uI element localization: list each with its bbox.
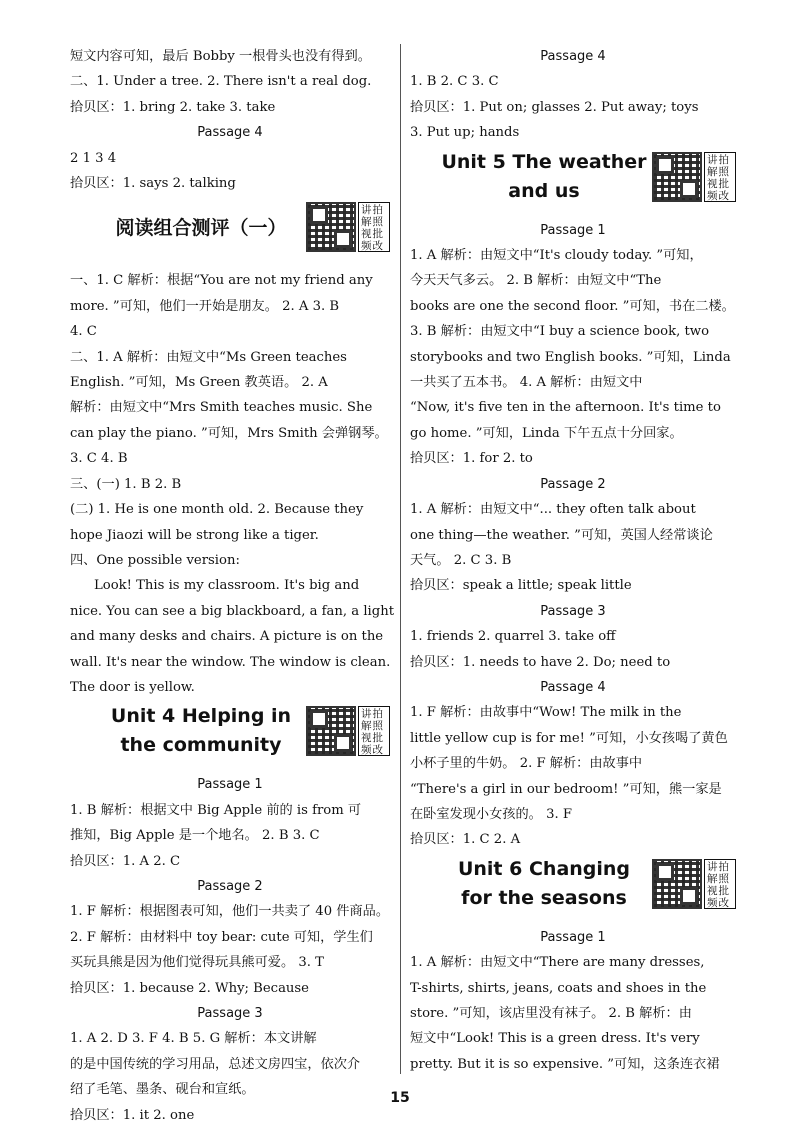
qr-code bbox=[652, 859, 736, 909]
section-title: Unit 6 Changing bbox=[457, 857, 631, 880]
passage-heading: Passage 4 bbox=[540, 679, 606, 695]
answer-line: 3. Put up; hands bbox=[410, 125, 520, 141]
answer-line: 的是中国传统的学习用品，总述文房四宝，依次介 bbox=[70, 1056, 361, 1072]
answer-line: “Now, it's five ten in the afternoon. It's time to bbox=[410, 400, 721, 416]
passage-heading: Passage 2 bbox=[540, 476, 606, 492]
qr-code-icon bbox=[306, 706, 356, 756]
answer-line: can play the piano. ”可知，Mrs Smith 会弹钢琴。 bbox=[70, 425, 388, 441]
passage-heading: Passage 4 bbox=[197, 125, 263, 141]
answer-line: 绍了毛笔、墨条、砚台和宣纸。 bbox=[70, 1082, 255, 1098]
answer-line: 1. A 2. D 3. F 4. B 5. G 解析：本文讲解 bbox=[70, 1031, 317, 1047]
section-heading bbox=[70, 198, 390, 262]
passage-heading: Passage 1 bbox=[197, 777, 263, 793]
answer-line: 一、1. C 解析：根据“You are not my friend any bbox=[70, 273, 373, 289]
section-title: 阅读组合测评（一） bbox=[115, 217, 287, 240]
answer-line: 在卧室发现小女孩的。 3. F bbox=[410, 806, 572, 822]
answer-line: 拾贝区：1. Put on; glasses 2. Put away; toys bbox=[410, 99, 699, 115]
answer-line: 拾贝区：1. says 2. talking bbox=[70, 176, 236, 192]
answer-line: 拾贝区：1. for 2. to bbox=[410, 451, 533, 467]
column-divider bbox=[400, 44, 401, 1074]
right-column bbox=[410, 44, 736, 1077]
answer-line: 1. A 解析：由短文中“It's cloudy today. ”可知， bbox=[410, 248, 703, 264]
answer-line: wall. It's near the window. The window is clean. bbox=[70, 654, 391, 670]
answer-line: 3. B 解析：由短文中“I buy a science book, two bbox=[410, 324, 710, 340]
answer-line: 拾贝区：1. C 2. A bbox=[410, 832, 521, 848]
answer-line: “There's a girl in our bedroom! ”可知，熊一家是 bbox=[410, 781, 722, 797]
answer-line: 推知，Big Apple 是一个地名。 2. B 3. C bbox=[70, 828, 320, 844]
qr-code-icon bbox=[652, 859, 702, 909]
qr-label: 讲拍解照视批频改 bbox=[704, 152, 736, 202]
qr-label: 讲拍解照视批频改 bbox=[358, 706, 390, 756]
answer-line: 一共买了五本书。 4. A 解析：由短文中 bbox=[410, 375, 643, 391]
section-title: Unit 5 The weather bbox=[441, 150, 647, 173]
answer-line: 1. A 解析：由短文中“There are many dresses, bbox=[410, 955, 705, 971]
qr-label: 讲拍解照视批频改 bbox=[704, 859, 736, 909]
answer-line: 4. C bbox=[70, 324, 97, 340]
answer-line: 小杯子里的牛奶。 2. F 解析：由故事中 bbox=[410, 756, 643, 772]
qr-code bbox=[306, 202, 390, 252]
answer-line: 买玩具熊是因为他们觉得玩具熊可爱。 3. T bbox=[70, 955, 324, 971]
left-column bbox=[70, 44, 394, 1128]
section-heading bbox=[410, 148, 736, 212]
answer-line: 1. friends 2. quarrel 3. take off bbox=[410, 629, 616, 645]
answer-line: Look! This is my classroom. It's big and bbox=[94, 578, 360, 594]
page-number: 15 bbox=[390, 1090, 410, 1106]
answer-line: 拾贝区：1. it 2. one bbox=[70, 1107, 195, 1123]
section-subtitle: the community bbox=[120, 734, 282, 757]
qr-label: 讲拍解照视批频改 bbox=[358, 202, 390, 252]
answer-line: 拾贝区：1. A 2. C bbox=[70, 853, 181, 869]
answer-line: pretty. But it is so expensive. ”可知，这条连衣裙 bbox=[410, 1056, 720, 1072]
answer-line: 二、1. Under a tree. 2. There isn't a real dog. bbox=[70, 74, 372, 90]
answer-line: hope Jiaozi will be strong like a tiger. bbox=[70, 527, 319, 543]
answer-line: more. ”可知，他们一开始是朋友。 2. A 3. B bbox=[70, 298, 340, 314]
answer-line: 拾贝区：1. needs to have 2. Do; need to bbox=[410, 654, 671, 670]
answer-line: storybooks and two English books. ”可知，Linda bbox=[410, 349, 731, 365]
answer-line: 3. C 4. B bbox=[70, 451, 128, 467]
answer-line: one thing—the weather. ”可知，英国人经常谈论 bbox=[410, 527, 713, 543]
answer-line: (二) 1. He is one month old. 2. Because they bbox=[70, 502, 364, 518]
answer-line: 拾贝区：speak a little; speak little bbox=[410, 578, 632, 594]
answer-line: English. ”可知，Ms Green 教英语。 2. A bbox=[70, 375, 328, 391]
passage-heading: Passage 4 bbox=[540, 49, 606, 64]
section-subtitle: for the seasons bbox=[461, 886, 627, 909]
answer-line: nice. You can see a big blackboard, a fan, a light bbox=[70, 603, 394, 619]
answer-line: and many desks and chairs. A picture is on the bbox=[70, 629, 384, 645]
qr-code bbox=[306, 706, 390, 756]
answer-line: little yellow cup is for me! ”可知，小女孩喝了黄色 bbox=[410, 730, 728, 746]
answer-line: T-shirts, shirts, jeans, coats and shoes in the bbox=[410, 980, 707, 996]
answer-line: 1. F 解析：根据图表可知，他们一共卖了 40 件商品。 bbox=[70, 904, 390, 920]
section-subtitle: and us bbox=[508, 179, 580, 202]
answer-line: 短文中“Look! This is a green dress. It's very bbox=[410, 1031, 700, 1047]
passage-heading: Passage 1 bbox=[540, 929, 606, 945]
answer-line: The door is yellow. bbox=[70, 679, 195, 695]
answer-line: 三、(一) 1. B 2. B bbox=[70, 476, 182, 492]
answer-line: books are one the second floor. ”可知，书在二楼。 bbox=[410, 298, 735, 314]
qr-code-icon bbox=[306, 202, 356, 252]
passage-heading: Passage 1 bbox=[540, 222, 606, 238]
answer-line: 2. F 解析：由材料中 toy bear: cute 可知，学生们 bbox=[70, 929, 373, 945]
answer-line: 1. F 解析：由故事中“Wow! The milk in the bbox=[410, 705, 682, 721]
answer-line: go home. ”可知，Linda 下午五点十分回家。 bbox=[410, 425, 683, 441]
passage-heading: Passage 3 bbox=[540, 603, 606, 619]
section-heading bbox=[70, 702, 390, 766]
answer-line: 拾贝区：1. because 2. Why; Because bbox=[70, 980, 309, 996]
answer-line: 今天天气多云。 2. B 解析：由短文中“The bbox=[410, 273, 662, 289]
answer-line: 2 1 3 4 bbox=[70, 150, 117, 166]
answer-line: 短文内容可知，最后 Bobby 一根骨头也没有得到。 bbox=[70, 49, 371, 64]
qr-code-icon bbox=[652, 152, 702, 202]
passage-heading: Passage 3 bbox=[197, 1006, 263, 1021]
answer-line: 解析：由短文中“Mrs Smith teaches music. She bbox=[70, 400, 373, 416]
answer-line: 二、1. A 解析：由短文中“Ms Green teaches bbox=[70, 349, 347, 365]
section-title: Unit 4 Helping in bbox=[110, 705, 292, 728]
section-heading bbox=[410, 855, 736, 919]
answer-line: 四、One possible version: bbox=[70, 552, 240, 568]
answer-line: 1. A 解析：由短文中“... they often talk about bbox=[410, 502, 696, 518]
passage-heading: Passage 2 bbox=[197, 878, 263, 894]
answer-line: store. ”可知，该店里没有袜子。 2. B 解析：由 bbox=[410, 1006, 692, 1021]
answer-line: 拾贝区：1. bring 2. take 3. take bbox=[70, 99, 276, 115]
answer-line: 1. B 2. C 3. C bbox=[410, 74, 499, 90]
answer-line: 1. B 解析：根据文中 Big Apple 前的 is from 可 bbox=[70, 802, 362, 818]
qr-code bbox=[652, 152, 736, 202]
answer-line: 天气。 2. C 3. B bbox=[410, 552, 512, 568]
